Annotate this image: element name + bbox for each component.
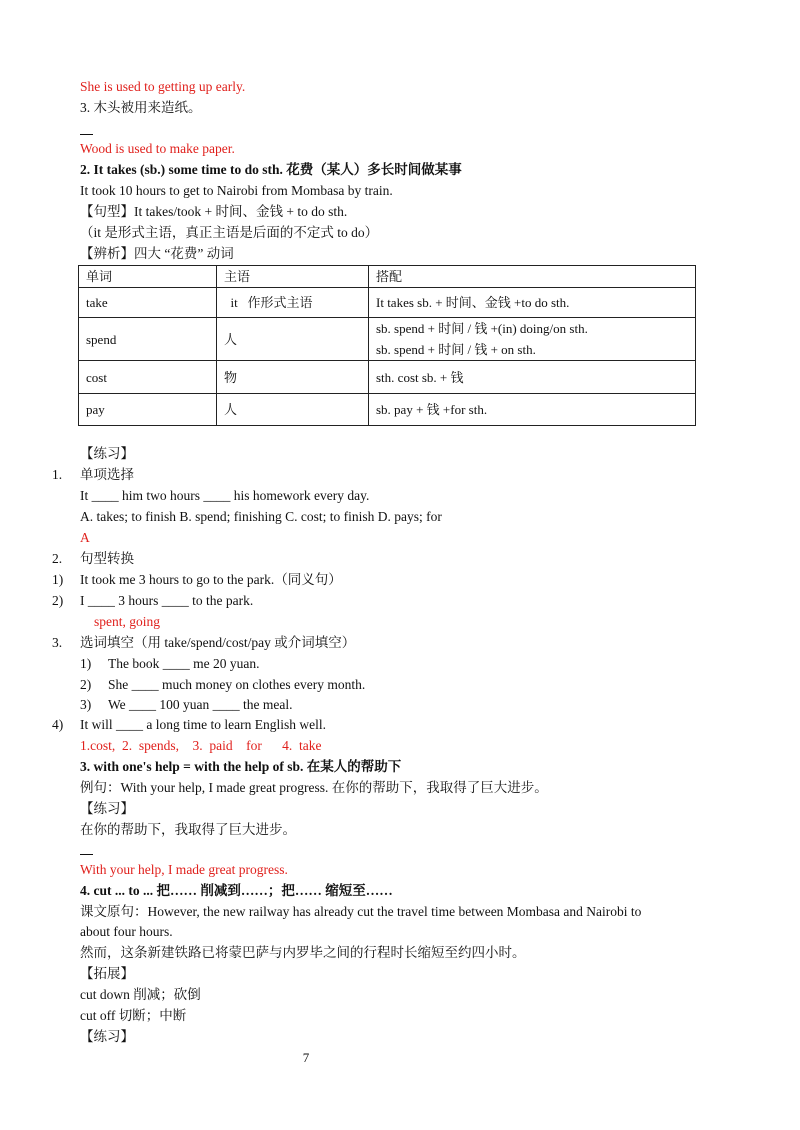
question-text: 在你的帮助下，我取得了巨大进步。 [80,822,296,837]
extension-item: cut off 切断；中断 [80,1008,187,1023]
section-heading: 2. It takes (sb.) some time to do sth. 花费（某人）多长时间做某事 [80,162,462,177]
original-sentence: 课文原句：However, the new railway has already cut the travel time between Mombasa and Nairobi to [80,904,642,919]
question-text: She ____ much money on clothes every month. [108,677,366,692]
item-number: 3) [80,697,92,712]
question-text: The book ____ me 20 yuan. [108,656,260,671]
answer-line: Wood is used to make paper. [80,141,235,156]
comparison-table [78,265,696,426]
question-text: We ____ 100 yuan ____ the meal. [108,697,293,712]
table-row [79,361,696,394]
extension-label: 【拓展】 [80,966,134,981]
question-text: It will ____ a long time to learn English well. [80,717,326,732]
extension-item: cut down 削减；砍倒 [80,987,201,1002]
answer-line: She is used to getting up early. [80,79,246,94]
table-cell: 人 [217,318,369,361]
section-heading: 4. cut ... to ... 把…… 削减到……；把…… 缩短至…… [80,883,393,898]
table-cell: cost [79,361,217,394]
table-header: 主语 [217,266,369,288]
table-cell: 人 [217,394,369,426]
practice-label: 【练习】 [80,801,134,816]
question-title: 句型转换 [80,551,134,566]
table-cell: sth. cost sb. + 钱 [369,361,696,394]
note-line: （it 是形式主语，真正主语是后面的不定式 to do） [80,225,379,240]
table-cell: It takes sb. + 时间、金钱 +to do sth. [369,288,696,318]
table-header: 单词 [79,266,217,288]
item-number: 3. [52,635,63,650]
table-cell: take [79,288,217,318]
translation-line: 然而，这条新建铁路已将蒙巴萨与内罗毕之间的行程时长缩短至约四小时。 [80,945,526,960]
table-cell [369,318,696,361]
item-number: 2) [52,593,64,608]
table-header: 搭配 [369,266,696,288]
question-text: I ____ 3 hours ____ to the park. [80,593,254,608]
practice-label: 【练习】 [80,446,134,461]
usage-line: sb. spend + 时间 / 钱 +(in) doing/on sth. [376,321,588,336]
practice-label: 【练习】 [80,1029,134,1044]
table-row [79,288,696,318]
question-title: 单项选择 [80,467,134,482]
analysis-label: 【辨析】四大 “花费” 动词 [80,246,234,261]
question-text: It ____ him two hours ____ his homework every day. [80,488,370,503]
answer-line: With your help, I made great progress. [80,862,288,877]
answer-line: spent, going [94,614,160,629]
example-sentence: 例句：With your help, I made great progress. 在你的帮助下，我取得了巨大进步。 [80,780,548,795]
item-number: 2) [80,677,92,692]
item-number: 1. [52,467,63,482]
table-cell: it 作形式主语 [217,288,369,318]
table-cell: sb. pay + 钱 +for sth. [369,394,696,426]
usage-line: sb. spend + 时间 / 钱 + on sth. [376,342,536,357]
original-sentence: about four hours. [80,924,173,939]
page-number: 7 [302,1050,310,1065]
pattern-line: 【句型】It takes/took + 时间、金钱 + to do sth. [80,204,348,219]
question-title: 选词填空（用 take/spend/cost/pay 或介词填空） [80,635,356,650]
table-row [79,394,696,426]
example-sentence: It took 10 hours to get to Nairobi from Mombasa by train. [80,183,393,198]
item-number: 1) [80,656,92,671]
blank-line [80,854,93,855]
answer-line: A [80,530,90,545]
question-text: It took me 3 hours to go to the park.（同义句） [80,572,342,587]
item-number: 2. [52,551,63,566]
table-cell: pay [79,394,217,426]
table-cell: 物 [217,361,369,394]
question-options: A. takes; to finish B. spend; finishing C. cost; to finish D. pays; for [80,509,442,524]
blank-line [80,134,93,135]
item-number: 4) [52,717,64,732]
table-cell: spend [79,318,217,361]
item-number: 1) [52,572,64,587]
section-heading: 3. with one's help = with the help of sb. 在某人的帮助下 [80,759,402,774]
question-line: 3. 木头被用来造纸。 [80,100,202,115]
table-header-row [79,266,696,288]
answer-line: 1.cost, 2. spends, 3. paid for 4. take [80,738,322,753]
table-row [79,318,696,361]
